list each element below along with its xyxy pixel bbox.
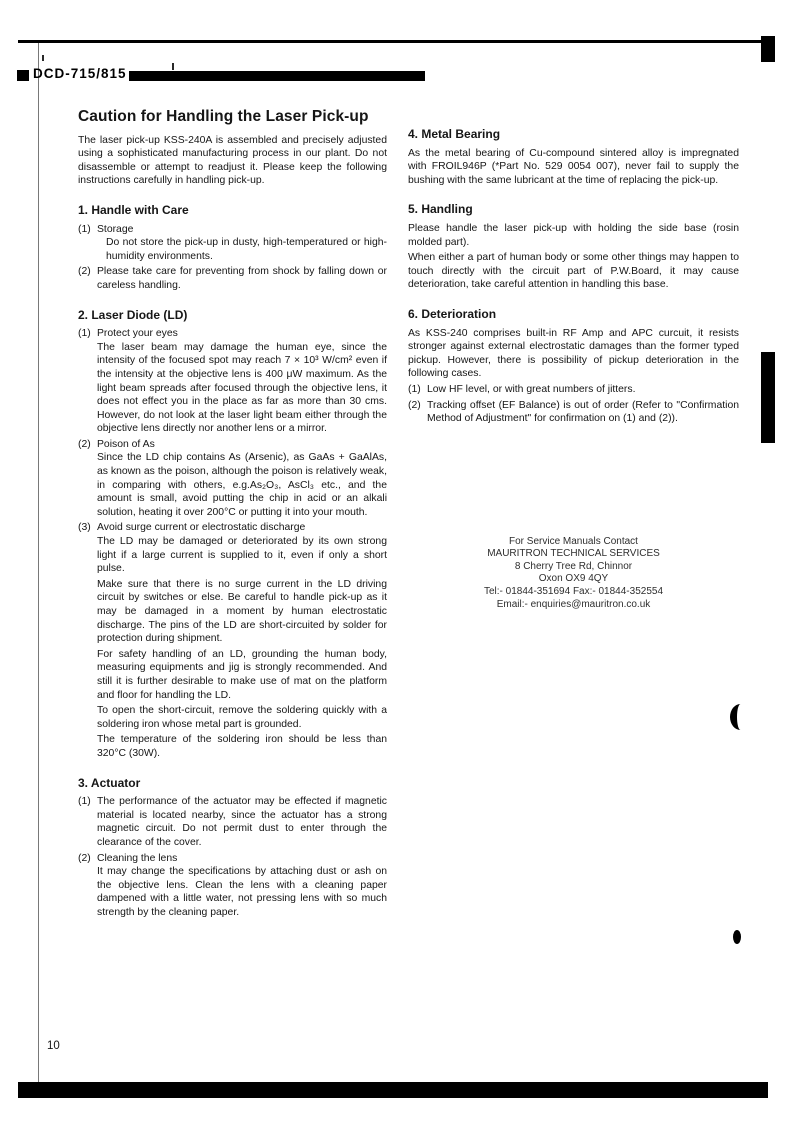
item-marker: (1) (78, 796, 91, 808)
header-rule-bar (129, 71, 425, 81)
service-contact-block (448, 536, 700, 612)
section-5-paragraph: When either a part of human body or some other things may happen to touch directly with the circuit part of P.W.Board, it may cause deterioration, take careful attention in handling this base. (408, 252, 739, 291)
item-marker: (1) (408, 383, 421, 395)
list-item-1-1 (78, 223, 387, 264)
section-3-heading: 3. Actuator (78, 775, 141, 790)
contact-line: Oxon OX9 4QY (538, 573, 609, 585)
contact-email-line: Email:- enquiries@mauritron.co.uk (496, 598, 651, 610)
section-6-body: As KSS-240 comprises built-in RF Amp and APC curcuit, it resists stronger against external electrostatic damages than the former typed pickup. However, there is possibility of pickup deterioration in the following cases. (408, 327, 739, 380)
item-marker: (2) (78, 852, 91, 864)
list-item-3-2 (78, 852, 387, 920)
item-body: Low HF level, or with great numbers of jitters. (427, 383, 636, 395)
item-marker: (1) (78, 328, 91, 340)
scan-crescent-mark (730, 704, 751, 730)
scan-dot-mark (733, 930, 741, 944)
section-5-paragraph: Please handle the laser pick-up with holding the side base (rosin molded part). (408, 222, 739, 248)
item-marker: (1) (78, 223, 91, 235)
item-marker: (2) (78, 438, 91, 450)
list-item-1-2 (78, 265, 387, 292)
item-head: Avoid surge current or electrostatic discharge (97, 522, 306, 534)
section-6-heading: 6. Deterioration (408, 306, 497, 321)
list-item-2-3 (78, 521, 387, 760)
page-left-border (38, 43, 39, 1082)
section-5-heading: 5. Handling (408, 202, 473, 217)
list-item-2-2 (78, 438, 387, 520)
section-1-heading: 1. Handle with Care (78, 202, 189, 217)
item-paragraph: The temperature of the soldering iron should be less than 320°C (30W). (97, 734, 387, 759)
right-edge-registration-mark (761, 352, 775, 443)
item-body: It may change the specifications by attaching dust or ash on the objective lens. Clean the lens with a cleaning paper dampened with a little water, not pressing lens with so much strength by the cleaning paper. (97, 866, 387, 918)
item-body: Since the LD chip contains As (Arsenic), as GaAs + GaAlAs, as known as the poison, although the poison is relatively weak, in comparing with others, e.g.As₂O₃, AsCl₃ etc., and the amount is small, avoid putting the chip in acid or an alkali solution, heating it over 200°C or putting it into your mouth. (97, 452, 387, 518)
scan-speck (172, 63, 174, 70)
item-paragraph: The LD may be damaged or deteriorated by its own strong light if a large current is supplied to it, even if only a short pulse. (97, 536, 387, 575)
item-body: The performance of the actuator may be effected if magnetic material is located nearby, since the actuator has a strong magnetic circuit. Do not permit dust to enter through the clearance of the cover. (97, 796, 387, 848)
section-4-heading: 4. Metal Bearing (408, 127, 501, 141)
left-column (78, 110, 387, 921)
list-item-6-2 (408, 399, 739, 426)
contact-line: 8 Cherry Tree Rd, Chinnor (514, 560, 633, 572)
contact-line: MAURITRON TECHNICAL SERVICES (487, 548, 660, 560)
model-number-label: DCD-715/815 (33, 66, 127, 81)
item-body: The laser beam may damage the human eye, since the intensity of the focused spot may reach 7 × 10³ W/cm² even if the intensity at the objective lens is 400 μW maximum. As the light beam spreads after focused through the objective lens, it does not effect you in the place as far as more than 30 cms. However, do not look at the laser light beam either through the objective lens directly nor another lens or a mirror. (97, 341, 387, 435)
item-head: Cleaning the lens (97, 852, 178, 864)
page-title: Caution for Handling the Laser Pick-up (78, 108, 369, 125)
header-left-square (17, 70, 29, 81)
item-head: Poison of As (97, 438, 155, 450)
scan-speck (42, 55, 44, 61)
item-paragraph: To open the short-circuit, remove the soldering quickly with a soldering iron whose metal part is grounded. (97, 705, 387, 730)
bottom-border-bar (18, 1082, 768, 1098)
list-item-3-1 (78, 795, 387, 849)
section-2-heading: 2. Laser Diode (LD) (78, 307, 188, 322)
top-border-rule (18, 40, 767, 43)
section-4-body: As the metal bearing of Cu-compound sintered alloy is impregnated with FROIL946P (*Part No. 529 0054 007), never fail to supply the bushing with the same lubricant at the time of replacing the pick-up. (408, 147, 739, 186)
intro-paragraph: The laser pick-up KSS-240A is assembled and precisely adjusted using a sophisticated manufacturing process in our plant. Do not disassemble or attempt to readjust it. Please keep the following instructions carefully in handling pick-up. (78, 134, 387, 187)
item-head: Protect your eyes (97, 328, 178, 340)
item-marker: (3) (78, 522, 91, 534)
contact-phone-line: Tel:- 01844-351694 Fax:- 01844-352554 (483, 586, 664, 598)
item-paragraph: For safety handling of an LD, grounding the human body, measuring equipments and jig is strongly recommended. And still it is further desirable to make use of mat on the platform and floor for handling the LD. (97, 648, 387, 701)
page-number: 10 (47, 1040, 60, 1052)
contact-line: For Service Manuals Contact (509, 535, 638, 547)
item-marker: (2) (408, 399, 421, 411)
list-item-6-1 (408, 383, 739, 397)
item-paragraph: Make sure that there is no surge current in the LD driving circuit by switches or else. Be careful to handle pick-up as it may be damaged in a moment by human electrostatic discharge. The pins of the LD are short-circuited by solder for protection during shipment. (97, 578, 387, 645)
item-head: Storage (97, 223, 134, 235)
right-column (408, 128, 739, 611)
list-item-2-1 (78, 327, 387, 436)
item-body: Do not store the pick-up in dusty, high-temperatured or high-humidity environments. (106, 237, 387, 262)
item-body: Please take care for preventing from shock by falling down or careless handling. (97, 266, 387, 291)
scan-corner-mark (761, 36, 775, 62)
item-body: Tracking offset (EF Balance) is out of order (Refer to "Confirmation Method of Adjustment" for confirmation on (1) and (2)). (427, 399, 739, 425)
item-marker: (2) (78, 266, 91, 278)
